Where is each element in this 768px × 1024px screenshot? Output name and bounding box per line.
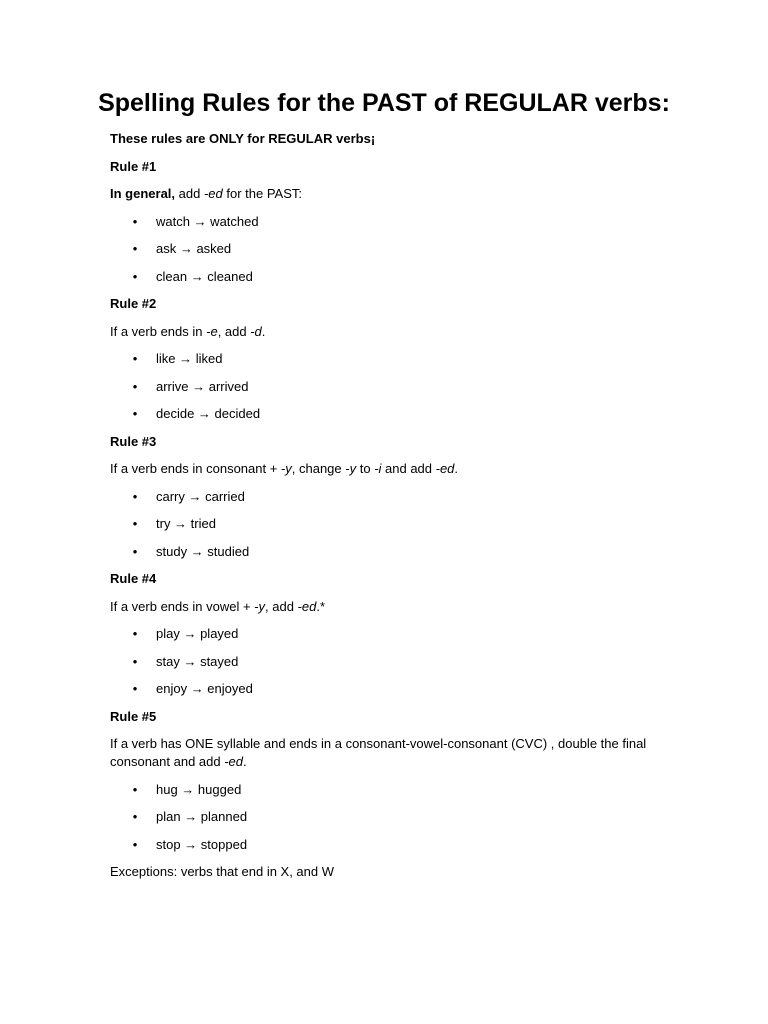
rule-description-segment: -y <box>280 461 292 476</box>
rule-heading: Rule #3 <box>110 433 157 449</box>
rule-heading: Rule #1 <box>110 158 157 174</box>
rule-description <box>110 598 670 616</box>
rules-list <box>110 158 670 854</box>
bullet-icon: • <box>132 543 138 559</box>
example-item <box>110 653 670 671</box>
bullet-icon: • <box>132 406 138 421</box>
rule-description-segment: , change <box>291 461 346 476</box>
rule-description-segment: -y <box>254 598 266 614</box>
example-item <box>110 488 670 506</box>
example-text: play → played <box>156 626 239 641</box>
example-text: like → liked <box>156 351 223 366</box>
example-item <box>110 378 670 396</box>
rule-description <box>110 323 670 341</box>
rule-heading: Rule #5 <box>110 708 157 724</box>
example-text: study → studied <box>156 543 250 559</box>
rule-description-segment: to <box>356 461 375 476</box>
rule-description-segment: -ed <box>435 461 455 476</box>
rule-description-segment: . <box>454 461 459 476</box>
document-body <box>110 130 670 891</box>
example-text: decide → decided <box>156 406 261 421</box>
example-text: carry → carried <box>156 488 245 504</box>
example-list <box>110 625 670 698</box>
rule-description-segment: . <box>261 323 266 339</box>
example-text: ask → asked <box>156 241 232 256</box>
example-list <box>110 350 670 423</box>
rule-description <box>110 735 670 771</box>
rule-description-segment: -y <box>345 461 357 476</box>
example-item <box>110 240 670 258</box>
bullet-icon: • <box>132 351 138 366</box>
example-item <box>110 405 670 423</box>
rule-description-segment: . <box>243 754 247 769</box>
example-text: try → tried <box>156 516 216 531</box>
rule-description-segment: and add <box>381 461 436 476</box>
bullet-icon: • <box>132 516 138 531</box>
rule-description <box>110 460 670 478</box>
bullet-icon: • <box>132 268 138 284</box>
bullet-icon: • <box>132 836 138 852</box>
exceptions-text: Exceptions: verbs that end in X, and W <box>110 864 335 879</box>
example-item <box>110 781 670 799</box>
rule-description-segment: , add <box>265 598 298 614</box>
example-item <box>110 625 670 643</box>
page-title: Spelling Rules for the PAST of REGULAR verbs: <box>98 89 670 117</box>
example-item <box>110 268 670 286</box>
rule-heading: Rule #2 <box>110 296 157 311</box>
rule-heading: Rule #4 <box>110 571 157 586</box>
rule-description-segment: .* <box>316 598 326 614</box>
intro-text: These rules are ONLY for REGULAR verbs¡ <box>110 131 376 146</box>
rule-description-segment: If a verb ends in vowel + <box>110 598 255 614</box>
example-text: stop → stopped <box>156 836 248 852</box>
bullet-icon: • <box>132 626 138 641</box>
rule-description-segment: If a verb ends in consonant + <box>110 461 281 476</box>
example-list <box>110 781 670 854</box>
rule-description-segment: If a verb ends in <box>110 323 207 339</box>
example-item <box>110 213 670 231</box>
rule-description-segment: -e <box>206 323 218 339</box>
example-text: plan → planned <box>156 809 248 824</box>
example-text: enjoy → enjoyed <box>156 681 253 696</box>
bullet-icon: • <box>132 241 138 256</box>
bullet-icon: • <box>132 488 138 504</box>
example-item <box>110 543 670 561</box>
rule-description <box>110 185 670 203</box>
example-item <box>110 808 670 826</box>
rule-description-segment: -ed <box>224 754 244 769</box>
bullet-icon: • <box>132 653 138 669</box>
example-item <box>110 350 670 368</box>
example-item <box>110 680 670 698</box>
rule-description-segment: -ed <box>297 598 317 614</box>
example-item <box>110 836 670 854</box>
rule-description-segment: -i <box>374 461 382 476</box>
bullet-icon: • <box>132 809 138 824</box>
bullet-icon: • <box>132 681 138 696</box>
example-text: watch → watched <box>156 213 259 229</box>
example-text: arrive → arrived <box>156 378 249 394</box>
rule-description-segment: If a verb has ONE syllable and ends in a consonant-vowel-consonant (CVC) , double the final consonant and add <box>110 736 647 769</box>
example-text: clean → cleaned <box>156 268 253 284</box>
example-text: hug → hugged <box>156 781 242 797</box>
example-list <box>110 213 670 286</box>
rule-description-segment: In general, <box>110 186 176 201</box>
rule-description-segment: -d <box>250 323 262 339</box>
bullet-icon: • <box>132 378 138 394</box>
rule-description-segment: add <box>175 186 204 201</box>
rule-description-segment: for the PAST: <box>222 186 302 201</box>
example-text: stay → stayed <box>156 653 239 669</box>
rule-description-segment: , add <box>217 323 251 339</box>
example-item <box>110 515 670 533</box>
bullet-icon: • <box>132 213 138 229</box>
example-list <box>110 488 670 561</box>
rule-description-segment: -ed <box>203 186 223 201</box>
bullet-icon: • <box>132 781 138 797</box>
